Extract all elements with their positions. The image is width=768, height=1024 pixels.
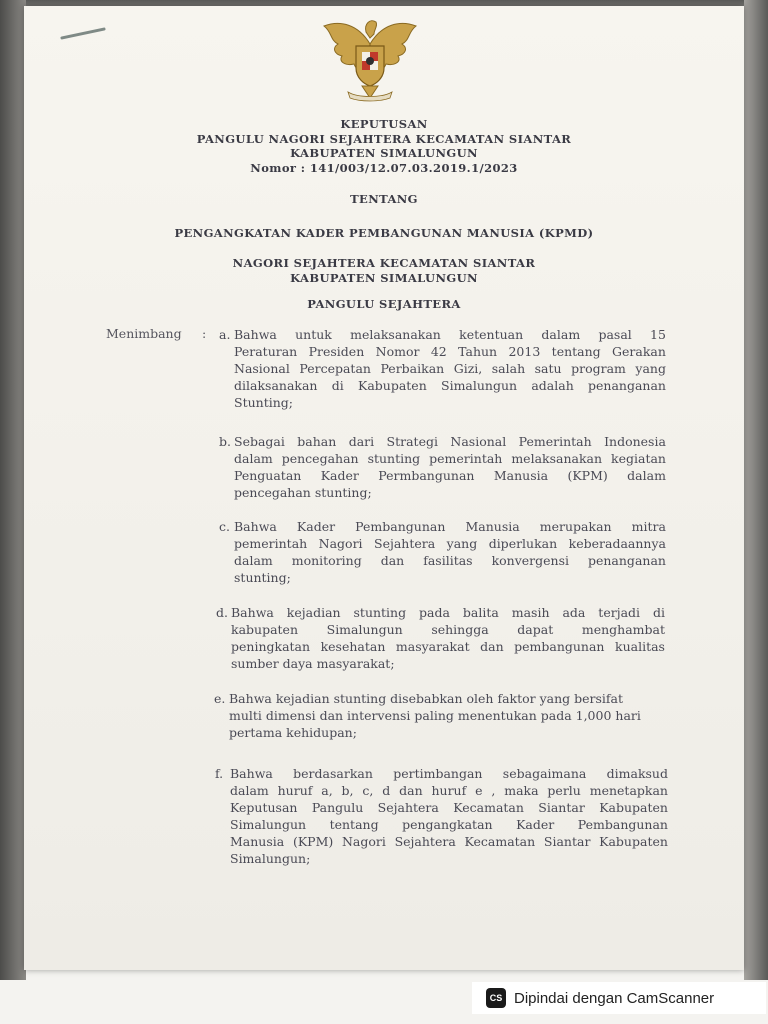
word: d [382,783,391,798]
item-line: pencegahan stunting; [234,485,372,500]
camscanner-watermark [472,982,766,1014]
word: sebagaimana [502,766,587,781]
word: pertimbangan [393,766,483,781]
decree-number: Nomor : 141/003/12.07.03.2019.1/2023 [250,160,518,175]
item-line [230,782,668,799]
word: kegiatan [611,451,666,466]
word: sehingga [431,622,489,637]
word: pasal [598,327,632,342]
word: melaksanakan [511,451,603,466]
word: (KPM) [567,468,608,483]
word: pada [419,605,450,620]
word: berdasarkan [293,766,373,781]
word: di [652,605,665,620]
word: penanganan [587,553,666,568]
word: 2013 [508,344,541,359]
word: Kecamatan [464,834,536,849]
word: menetapkan [589,783,668,798]
item-line [231,621,665,638]
word: pemerintah [234,536,308,551]
word: masih [511,605,550,620]
word: Bahwa [234,327,277,342]
item-line: Stunting; [234,395,293,410]
pen-mark [60,27,106,39]
word: pembangunan [514,639,605,654]
word: Gerakan [612,344,666,359]
word: Bahwa [230,766,273,781]
word: Gizi, [453,361,483,376]
word: penanganan [588,378,666,393]
word: pengangkatan [402,817,493,832]
item-line [230,799,668,816]
item-line [231,604,665,621]
word: Kader [516,817,555,832]
item-line [234,343,666,360]
word: Penguatan [234,468,302,483]
word: pemerintah [429,451,503,466]
word: dalam [234,553,273,568]
camscanner-logo-icon: CS [486,988,506,1008]
menimbang-label: Menimbang [106,326,182,341]
word: program [571,361,626,376]
word: Manusia [230,834,285,849]
scan-background-left [0,0,26,980]
word: Sejahtera [377,800,439,815]
word: Tahun [458,344,498,359]
word: Kecamatan [453,800,524,815]
word: yang [635,361,666,376]
word: bahan [297,434,337,449]
word: Pangulu [311,800,364,815]
word: e [475,783,483,798]
word: dan [399,783,423,798]
word: Bahwa [231,605,274,620]
consideration-item-e [214,690,669,741]
word: maka [504,783,539,798]
word: ketentuan [459,327,524,342]
decree-subject: PENGANGKATAN KADER PEMBANGUNAN MANUSIA (KPMD) [174,226,594,240]
word: tentang [329,817,379,832]
word: Kader [320,468,359,483]
item-letter: a. [219,327,231,342]
authority-heading: PANGULU SEJAHTERA [307,297,461,311]
consideration-item-f [215,765,668,867]
word: Nagori [318,536,363,551]
word: di [331,378,344,393]
item-line [234,552,666,569]
item-line [234,433,666,450]
word: Peraturan [234,344,298,359]
garuda-emblem-icon [318,14,422,104]
word: yang [446,536,478,551]
item-line: sumber daya masyarakat; [231,656,395,671]
item-line [230,816,668,833]
about-heading: TENTANG [350,192,418,206]
word: Sejahtera [374,536,436,551]
word: Manusia [493,468,549,483]
decree-regency: KABUPATEN SIMALUNGUN [290,146,478,160]
item-line: multi dimensi dan intervensi paling menentukan pada 1,000 hari [229,708,641,723]
word: Manusia [465,519,520,534]
word: Siantar [543,834,591,849]
word: dalam [541,327,581,342]
word: Bahwa [234,519,277,534]
word: balita [462,605,499,620]
item-line [234,326,666,343]
word: Permbangunan [378,468,475,483]
word: Sejahtera [394,834,456,849]
word: Kabupaten [357,378,427,393]
nagori-line-2: KABUPATEN SIMALUNGUN [290,270,478,285]
word: fasilitas [423,553,473,568]
word: huruf [431,783,467,798]
word: kejadian [286,605,341,620]
word: peningkatan [231,639,311,654]
word: kesehatan [320,639,386,654]
consideration-item-d [216,604,665,672]
word: a, [321,783,333,798]
word: melaksanakan [350,327,441,342]
decree-heading [24,117,744,175]
word: Pemerintah [518,434,592,449]
word: dan [380,553,405,568]
menimbang-colon: : [202,326,207,341]
word: , [491,783,496,798]
item-line: Simalungun; [230,851,311,866]
word: mitra [631,519,666,534]
item-line [234,377,666,394]
word: dan [480,639,504,654]
item-line [234,360,666,377]
word: dari [348,434,375,449]
item-line: pertama kehidupan; [229,725,357,740]
item-line: Bahwa kejadian stunting disebabkan oleh faktor yang bersifat [229,691,624,706]
item-line [234,518,666,535]
word: c, [362,783,374,798]
item-line [234,467,666,484]
consideration-item-a [219,326,666,411]
word: 42 [430,344,447,359]
word: pencegahan [281,451,359,466]
word: salah [491,361,526,376]
word: stunting [367,451,421,466]
word: Nasional [234,361,290,376]
word: perlu [547,783,581,798]
nagori-line-1: NAGORI SEJAHTERA KECAMATAN SIANTAR [232,256,536,270]
word: satu [534,361,562,376]
item-line [230,765,668,782]
item-letter: e. [214,691,226,706]
word: Simalungun [441,378,518,393]
word: dalam [234,451,273,466]
item-letter: c. [219,519,230,534]
word: monitoring [291,553,362,568]
word: konvergensi [491,553,570,568]
word: dimaksud [606,766,668,781]
word: dilaksanakan [234,378,318,393]
word: dapat [517,622,554,637]
word: Nomor [375,344,420,359]
word: Simalungun [326,622,403,637]
word: Perbaikan [380,361,445,376]
word: Siantar [538,800,585,815]
word: Nagori [341,834,386,849]
word: stunting [353,605,407,620]
word: menghambat [581,622,665,637]
word: (KPM) [292,834,334,849]
item-line [231,638,665,655]
word: adalah [531,378,574,393]
word: Kader [296,519,336,534]
word: diperlukan [488,536,558,551]
word: Presiden [308,344,365,359]
word: b, [341,783,354,798]
decree-issuer: PANGULU NAGORI SEJAHTERA KECAMATAN SIANTAR [196,131,572,146]
word: kabupaten [231,622,299,637]
consideration-item-c [219,518,666,586]
decree-title: KEPUTUSAN [340,117,428,131]
word: untuk [295,327,332,342]
word: ada [562,605,586,620]
nagori-heading [24,256,744,285]
word: merupakan [539,519,612,534]
word: dalam [627,468,666,483]
item-line [230,833,668,850]
word: masyarakat [395,639,470,654]
word: Kabupaten [599,800,668,815]
word: kualitas [615,639,665,654]
word: Nasional [450,434,507,449]
item-line: stunting; [234,570,291,585]
word: 15 [650,327,666,342]
word: Pembangunan [577,817,668,832]
word: Simalungun [230,817,307,832]
word: Indonesia [604,434,666,449]
word: Percepatan [299,361,371,376]
camscanner-text: Dipindai dengan CamScanner [514,989,715,1007]
word: Kabupaten [599,834,668,849]
item-line [234,535,666,552]
scan-background-right [744,0,768,980]
item-letter: b. [219,434,231,449]
word: keberadaannya [568,536,666,551]
consideration-item-b [219,433,666,501]
item-line [234,450,666,467]
word: tentang [551,344,601,359]
word: Sebagai [234,434,285,449]
word: Strategi [386,434,438,449]
word: Keputusan [230,800,298,815]
word: huruf [277,783,313,798]
item-letter: d. [216,605,228,620]
word: Pembangunan [355,519,446,534]
word: dalam [230,783,269,798]
item-letter: f. [215,766,224,781]
word: terjadi [598,605,641,620]
document-page [24,6,744,970]
